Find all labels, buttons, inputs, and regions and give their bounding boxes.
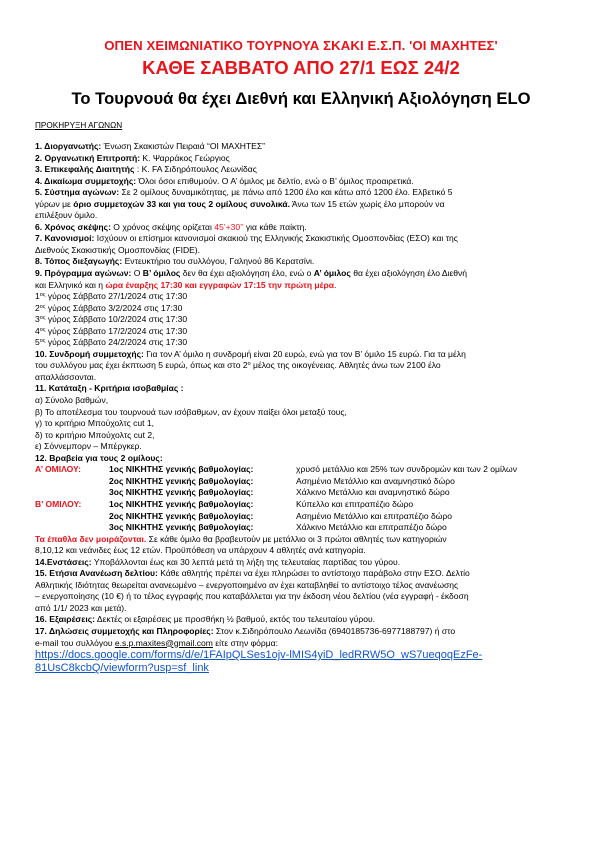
registration-form-link-cont[interactable]: 81UsC8kcbQ/viewform?usp=sf_link bbox=[35, 662, 209, 675]
tiebreak-item: ε) Σόννεμπορν – Μπέργκερ. bbox=[35, 441, 142, 452]
section-venue: 8. Τόπος διεξαγωγής: Εντευκτήριο του συλλόγου, Γαληνού 86 Κερατσίνι. bbox=[35, 256, 315, 267]
round-item: $4^{o\varsigma}$ γύρος Σάββατο 17/2/2024 στις 17:30 bbox=[35, 325, 188, 336]
prize-row: 3ος ΝΙΚΗΤΗΣ γενικής βαθμολογίας: Χάλκινο Μετάλλιο και επιτραπέζιο δώρο bbox=[109, 522, 447, 533]
round-item: $5^{o\varsigma}$ γύρος Σάββατο 24/2/2024 στις 17:30 bbox=[35, 337, 188, 348]
tournament-dates: ΚΑΘΕ ΣΑΒΒΑΤΟ ΑΠΟ 27/1 ΕΩΣ 24/2 bbox=[142, 57, 460, 78]
prize-row: 2ος ΝΙΚΗΤΗΣ γενικής βαθμολογίας: Ασημένιο Μετάλλιο και αναμνηστικό δώρο bbox=[109, 475, 455, 486]
prizes-not-shared: Τα έπαθλα δεν μοιράζονται. bbox=[35, 533, 147, 544]
document-page bbox=[35, 38, 567, 675]
club-email-link[interactable]: e.s.p.maxites@gmail.com bbox=[114, 637, 213, 648]
tiebreak-item: β) Το αποτέλεσμα του τουρνουά των ισόβαθμων, αν έχουν παίξει όλοι μεταξύ τους, bbox=[35, 406, 347, 417]
section-schedule: 9. Πρόγραμμα αγώνων: Ο Β’ όμιλος δεν θα έχει αξιολόγηση έλο, ενώ ο Α’ όμιλος θα έχει αξιολόγηση έλο Διεθνή και Ελληνικό και η ώρα έναρξης 17:30 και εγγραφών 17:15 την πρώτη μέρα. $1^{o\varsigma}$ γύρος Σάββατο 27/1/2024 στις 17:30 $2^{o\varsigma}$ γύρος Σάββατο 3/2/2024 στις 17:30 $3^{o\varsigma}$ γύρος Σάββατο 10/2/2024 στις 17:30 $4^{o\varsigma}$ γύρος Σάββατο 17/2/2024 στις 17:30 $5^{o\varsigma}$ γύρος Σάββατο 24/2/2024 στις 17:30 bbox=[35, 268, 567, 349]
section-exemptions: 16. Εξαιρέσεις: Δεκτές οι εξαιρέσεις με προσθήκη ½ βαθμού, εκτός του τελευταίου γύρου. bbox=[35, 614, 376, 625]
section-tiebreaks: 11. Κατάταξη - Κριτήρια ισοβαθμίας : α) Σύνολο βαθμών, β) Το αποτέλεσμα του τουρνουά των ισόβαθμων, αν έχουν παίξει όλοι μεταξύ τους, γ) το κριτήριο Μπούχολτς cut 1, δ) το κριτήριο Μπούχολτς cut 2, ε) Σόννεμπορν – Μπέργκερ. bbox=[35, 383, 567, 452]
prize-row: Α’ ΟΜΙΛΟΥ: 1ος ΝΙΚΗΤΗΣ γενικής βαθμολογίας: χρυσό μετάλλιο και 25% των συνδρομών και των 2 ομίλων bbox=[35, 464, 517, 475]
elo-heading: Το Τουρνουά θα έχει Διεθνή και Ελληνική Αξιολόγηση ELO bbox=[71, 89, 531, 108]
section-time-control: 6. Χρόνος σκέψης: Ο χρόνος σκέψης ορίζεται 45’+30’’ για κάθε παίκτη. bbox=[35, 221, 307, 232]
section-fee: 10. Συνδρομή συμμετοχής: Για τον Α’ όμιλο η συνδρομή είναι 20 ευρώ, ενώ για τον Β’ όμιλο 15 ευρώ. Για τα μέλη του συλλόγου μας έχει έκπτωση 5 ευρώ, όπως και στο $2^o$ μέλος της οικογένειας. Αθλητές άνω των 2100 έλο απαλλάσσονται. bbox=[35, 348, 466, 382]
tournament-title: ΟΠΕΝ ΧΕΙΜΩΝΙΑΤΙΚΟ ΤΟΥΡΝΟΥΑ ΣΚΑΚΙ Ε.Σ.Π. 'ΟΙ ΜΑΧΗΤΕΣ' bbox=[104, 38, 498, 53]
time-control-value: 45’+30’’ bbox=[214, 221, 244, 232]
tiebreak-item: δ) το κριτήριο Μπούχολτς cut 2, bbox=[35, 429, 155, 440]
notice-heading: ΠΡΟΚΗΡΥΞΗ ΑΓΩΝΩΝ bbox=[35, 121, 123, 130]
tiebreak-item: γ) το κριτήριο Μπούχολτς cut 1, bbox=[35, 418, 155, 429]
round-item: $3^{o\varsigma}$ γύρος Σάββατο 10/2/2024 στις 17:30 bbox=[35, 314, 188, 325]
section-committee: 2. Οργανωτική Επιτροπή: Κ. Ψαρράκος Γεώργιος bbox=[35, 152, 230, 163]
section-rules: 7. Κανονισμοί: Ισχύουν οι επίσημοι κανονισμοί σκακιού της Ελληνικής Σκακιστικής Ομοσπονδίας (ΕΣΟ) και της Διεθνούς Σκακιστικής Ομοσπονδίας (FIDE). bbox=[35, 233, 458, 255]
section-renewal: 15. Ετήσια Ανανέωση δελτίου: Κάθε αθλητής πρέπει να έχει πληρώσει το αντίστοιχο παράβολο στην ΕΣΟ. Δελτίο Αθλητικής Ιδιότητας θεωρείται ανανεωμένο – ενεργοποιημένο αν έχει καταβληθεί το αντίστοιχο τέλος ανανέωσης – ενεργοποίησης (10 €) ή το τέλος εγγραφής που καταβάλλεται για την έκδοση νέου δελτίου (νέα εγγραφή - έκδοση από 1/1/ 2023 και μετά). bbox=[35, 568, 470, 613]
group-b-label: Β’ ΟΜΙΛΟΥ: bbox=[35, 498, 82, 509]
section-eligibility: 4. Δικαίωμα συμμετοχής: Όλοι όσοι επιθυμούν. Ο Α’ όμιλος με δελτίο, ενώ ο Β’ όμιλος προαιρετικά. bbox=[35, 175, 414, 186]
round-item: $1^{o\varsigma}$ γύρος Σάββατο 27/1/2024 στις 17:30 bbox=[35, 291, 188, 302]
registration-form-link[interactable]: https://docs.google.com/forms/d/e/1FAIpQLSes1ojv-lMIS4yiD_ledRRW5O_wS7ueqoqEzFe- bbox=[35, 649, 483, 662]
prize-row: 3ος ΝΙΚΗΤΗΣ γενικής βαθμολογίας: Χάλκινο Μετάλλιο και αναμνηστικό δώρο bbox=[109, 487, 450, 498]
round-item: $2^{o\varsigma}$ γύρος Σάββατο 3/2/2024 στις 17:30 bbox=[35, 302, 183, 313]
document-body bbox=[35, 141, 567, 675]
prize-row: 2ος ΝΙΚΗΤΗΣ γενικής βαθμολογίας: Ασημένιο Μετάλλιο και επιτραπέζιο δώρο bbox=[109, 510, 453, 521]
section-prizes: 12. Βραβεία για τους 2 ομίλους: Α’ ΟΜΙΛΟΥ: 1ος ΝΙΚΗΤΗΣ γενικής βαθμολογίας: χρυσό μετάλλιο και 25% των συνδρομών και των 2 ομίλων 2ος ΝΙΚΗΤΗΣ γενικής βαθμολογίας: Ασημένιο Μετάλλιο και αναμνηστικό δώρο 3ος ΝΙΚΗΤΗΣ γενικής βαθμολογίας: Χάλκινο Μετάλλιο και αναμνηστικό δώρο Β’ ΟΜΙΛΟΥ: 1ος ΝΙΚΗΤΗΣ γενικής βαθμολογίας: Κύπελλο και επιτραπέζιο δώρο 2ος ΝΙΚΗΤΗΣ γενικής βαθμολογίας: Ασημένιο Μετάλλιο και επιτραπέζιο δώρο 3ος ΝΙΚΗΤΗΣ γενικής βαθμολογίας: Χάλκινο Μετάλλιο και επιτραπέζιο δώρο Τα έπαθλα δεν μοιράζονται. Σε κάθε όμιλο θα βραβευτούν με μετάλλιο οι 3 πρώτοι αθλητές των κατηγοριών 8,10,12 και νεάνιδες έως 12 ετών. Προϋπόθεση να υπάρχουν 4 αθλητές ανά κατηγορία. bbox=[35, 453, 567, 557]
tiebreak-item: α) Σύνολο βαθμών, bbox=[35, 395, 109, 406]
section-arbiter: 3. Επικεφαλής Διαιτητής : Κ. FA Σιδηρόπουλος Λεωνίδας bbox=[35, 164, 257, 175]
section-objections: 14.Ενστάσεις: Υποβάλλονται έως και 30 λεπτά μετά τη λήξη της τελευταίας παρτίδας του γύρου. bbox=[35, 556, 401, 567]
section-system: 5. Σύστημα αγώνων: Σε 2 ομίλους δυναμικότητας, με πάνω από 1200 έλο και κάτω από 1200 έλο. Ελβετικό 5 γύρων με όριο συμμετοχών 33 και για τους 2 ομίλους συνολικά. Άνω των 15 ετών χωρίς έλο μπορούν να επιλέξουν όμιλο. bbox=[35, 187, 453, 221]
start-time-notice: ώρα έναρξης 17:30 και εγγραφών 17:15 την πρώτη μέρα bbox=[105, 279, 335, 290]
prize-row: Β’ ΟΜΙΛΟΥ: 1ος ΝΙΚΗΤΗΣ γενικής βαθμολογίας: Κύπελλο και επιτραπέζιο δώρο bbox=[35, 498, 414, 509]
group-a-label: Α’ ΟΜΙΛΟΥ: bbox=[35, 464, 81, 475]
section-registration: 17. Δηλώσεις συμμετοχής και Πληροφορίες: Στον κ.Σιδηρόπουλο Λεωνίδα (6940185736-6977188797) ή στο e-mail του συλλόγου e.s.p.maxites@gmail.com είτε στην φόρμα: https://docs.google.com/forms/d/e/1FAIpQLSes1ojv-lMIS4yiD_ledRRW5O_wS7ueqoqEzFe- 81UsC8kcbQ/viewform?usp=sf_link bbox=[35, 626, 567, 675]
section-organizer: 1. Διοργανωτής: Ένωση Σκακιστών Πειραιά “ΟΙ ΜΑΧΗΤΕΣ” bbox=[35, 141, 266, 151]
